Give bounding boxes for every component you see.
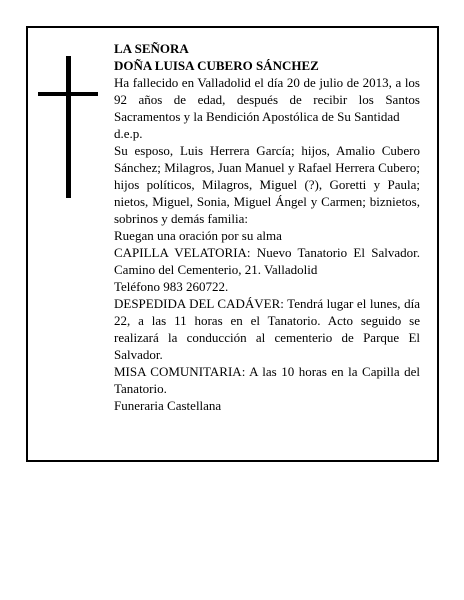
chapel-paragraph: CAPILLA VELATORIA: Nuevo Tanatorio El Salvador. Camino del Cementerio, 21. Valladolid Teléfono 983 260722. [114,245,420,294]
death-paragraph: Ha fallecido en Valladolid el día 20 de julio de 2013, a los 92 años de edad, después de recibir los Santos Sacramentos y la Bendición Apostólica de Su Santidad d.e.p. [114,75,420,141]
deceased-name: DOÑA LUISA CUBERO SÁNCHEZ [114,58,319,73]
mass-paragraph: MISA COMUNITARIA: A las 10 horas en la Capilla del Tanatorio. [114,364,420,396]
funeral-home: Funeraria Castellana [114,398,222,413]
obituary-notice-frame [26,26,439,462]
prayer-request: Ruegan una oración por su alma [114,228,282,243]
obituary-text [114,40,420,414]
cross-horizontal-bar [38,92,98,96]
latin-cross-icon [38,56,98,198]
farewell-paragraph: DESPEDIDA DEL CADÁVER: Tendrá lugar el lunes, día 22, a las 11 horas en el Tanatorio. Acto seguido se realizará la conducción al cementerio de Parque El Salvador. [114,296,420,362]
cross-vertical-bar [66,56,71,198]
family-paragraph: Su esposo, Luis Herrera García; hijos, Amalio Cubero Sánchez; Milagros, Juan Manuel y Rafael Herrera Cubero; hijos políticos, Milagros, Miguel (?), Goretti y Paula; nietos, Miguel, Sonia, Miguel Ángel y Carmen; biznietos, sobrinos y demás familia: [114,143,420,226]
title-line: LA SEÑORA [114,41,189,56]
